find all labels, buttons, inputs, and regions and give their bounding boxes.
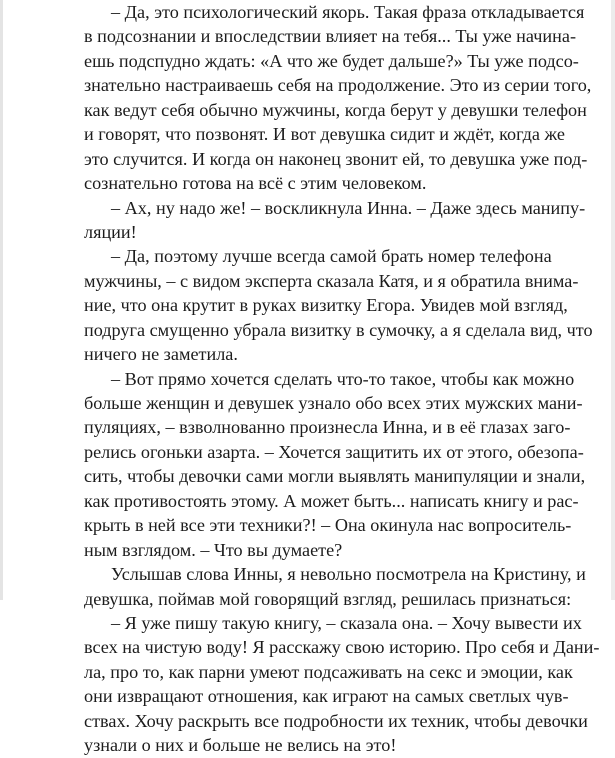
paragraph xyxy=(84,367,586,563)
text-line: крыть в ней все эти техники?! – Она окинула нас вопроситель- xyxy=(84,515,572,536)
text-line: мужчины, – с видом эксперта сказала Катя, и я обратила внима- xyxy=(84,270,579,291)
text-line: – Ах, ну надо же! – воскликнула Инна. – Даже здесь манипу- xyxy=(111,197,586,218)
text-line: релись огоньки азарта. – Хочется защитить их от этого, обезопа- xyxy=(84,441,584,462)
text-line: ла, про то, как парни умеют подсаживать на секс и эмоции, как xyxy=(84,661,573,682)
text-line: это случится. И когда он наконец звонит ей, то девушка уже под- xyxy=(84,148,588,169)
text-line: и говорят, что позвонят. И вот девушка сидит и ждёт, когда же xyxy=(84,124,565,145)
text-line: как противостоять этому. А может быть... написать книгу и рас- xyxy=(84,490,579,511)
text-line: больше женщин и девушек узнало обо всех этих мужских мани- xyxy=(84,393,583,413)
text-line: в подсознании и впоследствии влияет на тебя... Ты уже начина- xyxy=(84,26,577,47)
text-line: пуляциях, – взволнованно произнесла Инна, и в её глазах заго- xyxy=(84,417,571,438)
text-line: как ведут себя обычно мужчины, когда берут у девушки телефон xyxy=(84,99,587,120)
text-line: сознательно готова на всё с этим человеком. xyxy=(84,173,427,194)
text-line: знательно настраиваешь себя на продолжение. Это из серии того, xyxy=(84,75,592,96)
paragraph xyxy=(84,196,586,245)
text-line: они извращают отношения, как играют на самых светлых чув- xyxy=(84,686,569,707)
text-line: узнали о них и больше не велись на это! xyxy=(84,735,397,756)
page-left-edge xyxy=(0,0,3,600)
text-line: ствах. Хочу раскрыть все подробности их техник, чтобы девочки xyxy=(84,710,588,731)
text-line: ние, что она крутит в руках визитку Егора. Увидев мой взгляд, xyxy=(84,295,568,316)
text-line: – Я уже пишу такую книгу, – сказала она. – Хочу вывести их xyxy=(111,612,582,633)
text-line: ешь подспудно ждать: «А что же будет дальше?» Ты уже подсо- xyxy=(84,50,579,71)
text-line: подруга смущенно убрала визитку в сумочку, а я сделала вид, что xyxy=(84,319,593,340)
text-line: ляции! xyxy=(84,221,137,242)
page-right-edge xyxy=(611,0,615,600)
book-page-text xyxy=(84,0,600,758)
text-line: – Да, это психологический якорь. Такая фраза откладывается xyxy=(111,2,585,22)
paragraph xyxy=(84,244,593,366)
text-line: ничего не заметила. xyxy=(84,344,238,365)
text-line: всех на чистую воду! Я расскажу свою историю. Про себя и Дани- xyxy=(84,637,600,658)
text-line: ным взглядом. – Что вы думаете? xyxy=(84,539,343,560)
paragraph xyxy=(84,562,586,611)
text-line: сить, чтобы девочки сами могли выявлять манипуляции и знали, xyxy=(84,466,586,487)
text-line: Услышав слова Инны, я невольно посмотрела на Кристину, и xyxy=(111,564,586,585)
paragraph xyxy=(84,0,592,196)
text-line: – Да, поэтому лучше всегда самой брать номер телефона xyxy=(111,246,552,267)
text-line: девушка, поймав мой говорящий взгляд, решилась признаться: xyxy=(84,588,572,609)
text-line: – Вот прямо хочется сделать что-то такое, чтобы как можно xyxy=(111,368,575,389)
paragraph xyxy=(84,611,600,758)
